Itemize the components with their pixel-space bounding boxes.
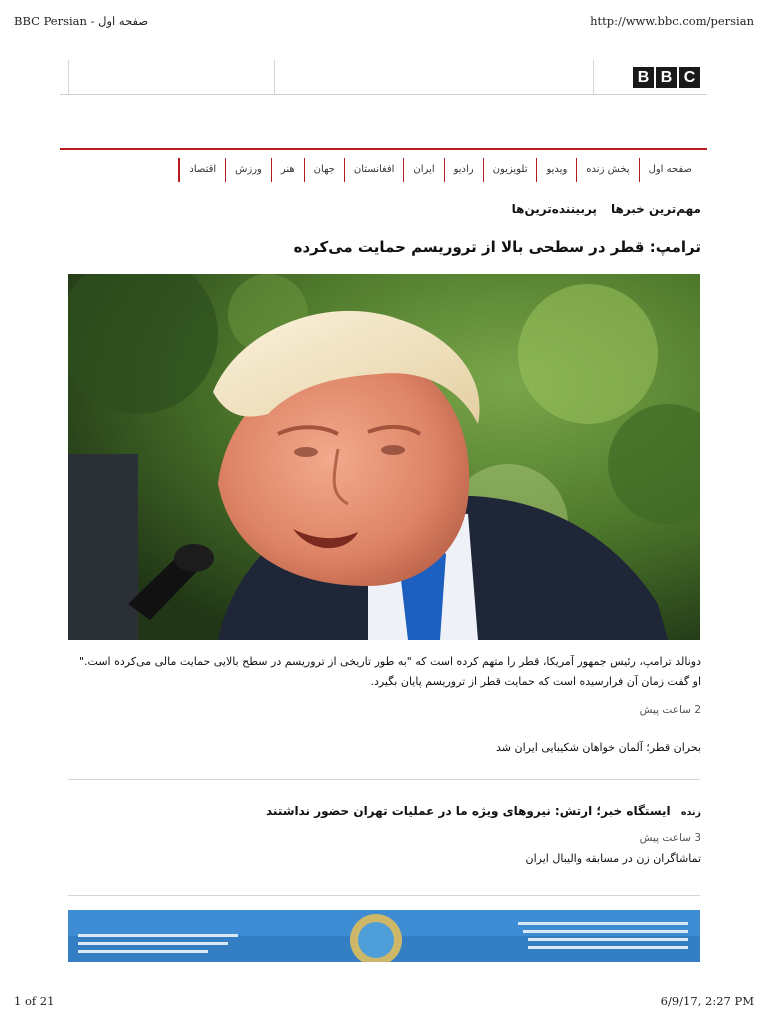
lead-photo[interactable] <box>68 274 700 640</box>
story3-photo[interactable] <box>68 910 700 962</box>
nav-item-live[interactable]: پخش زنده <box>576 158 638 182</box>
logo-block: B <box>633 67 654 88</box>
nav-item-iran[interactable]: ایران <box>403 158 443 182</box>
print-datetime: 6/9/17, 2:27 PM <box>660 994 754 1008</box>
nav-item-economy[interactable]: اقتصاد <box>179 158 225 182</box>
tab-top-news[interactable]: مهم‌ترین خبرها <box>610 202 701 216</box>
nav-item-home[interactable]: صفحه اول <box>639 158 701 182</box>
lead-timestamp: 2 ساعت پیش <box>639 704 701 716</box>
divider <box>68 779 700 780</box>
caption-line-2: او گفت زمان آن فرارسیده است که حمایت قطر از تروریسم پایان بگیرد. <box>370 675 701 688</box>
nav-item-art[interactable]: هنر <box>271 158 304 182</box>
print-footer <box>14 994 754 1010</box>
nav-item-radio[interactable]: رادیو <box>444 158 483 182</box>
nav-item-world[interactable]: جهان <box>304 158 344 182</box>
main-nav <box>178 158 701 182</box>
story2-timestamp: 3 ساعت پیش <box>639 832 701 844</box>
story2-headline: ایستگاه خبر؛ ارتش: نیروهای ویژه ما در عملیات تهران حضور نداشتند <box>265 804 671 818</box>
lead-photo-image <box>68 274 700 640</box>
divider <box>68 895 700 896</box>
lead-headline[interactable]: ترامپ: قطر در سطحی بالا از تروریسم حمایت می‌کرده <box>293 238 701 256</box>
bbc-logo[interactable] <box>633 67 700 88</box>
masthead <box>60 60 707 95</box>
tab-most-read[interactable]: پربیننده‌ترین‌ها <box>511 202 597 216</box>
page-count: 1 of 21 <box>14 994 55 1008</box>
logo-block: C <box>679 67 700 88</box>
related-link[interactable]: تماشاگران زن در مسابقه والیبال ایران <box>525 852 701 865</box>
masthead-divider <box>593 60 594 94</box>
nav-rule <box>60 148 707 150</box>
lead-caption <box>61 652 701 692</box>
live-badge: زنده <box>680 807 701 818</box>
nav-item-video[interactable]: ویدیو <box>536 158 576 182</box>
masthead-divider <box>68 60 69 94</box>
nav-item-tv[interactable]: تلویزیون <box>483 158 537 182</box>
related-link[interactable]: بحران قطر؛ آلمان خواهان شکیبایی ایران شد <box>496 741 701 754</box>
nav-divider <box>178 158 179 182</box>
nav-item-sport[interactable]: ورزش <box>225 158 271 182</box>
section-tabs <box>512 202 701 216</box>
masthead-divider <box>274 60 275 94</box>
nav-item-afghanistan[interactable]: افغانستان <box>344 158 404 182</box>
story3-photo-image <box>68 910 700 962</box>
story2-headline-link[interactable] <box>266 804 701 818</box>
logo-block: B <box>656 67 677 88</box>
print-header <box>14 14 754 30</box>
page-title: BBC Persian - صفحه اول <box>14 14 149 28</box>
caption-line-1: دونالد ترامپ، رئیس جمهور آمریکا، قطر را متهم کرده است که "به طور تاریخی از تروریسم در سطح بالایی حمایت مالی می‌کرده است." <box>78 655 701 668</box>
page-url[interactable]: http://www.bbc.com/persian <box>590 14 754 28</box>
